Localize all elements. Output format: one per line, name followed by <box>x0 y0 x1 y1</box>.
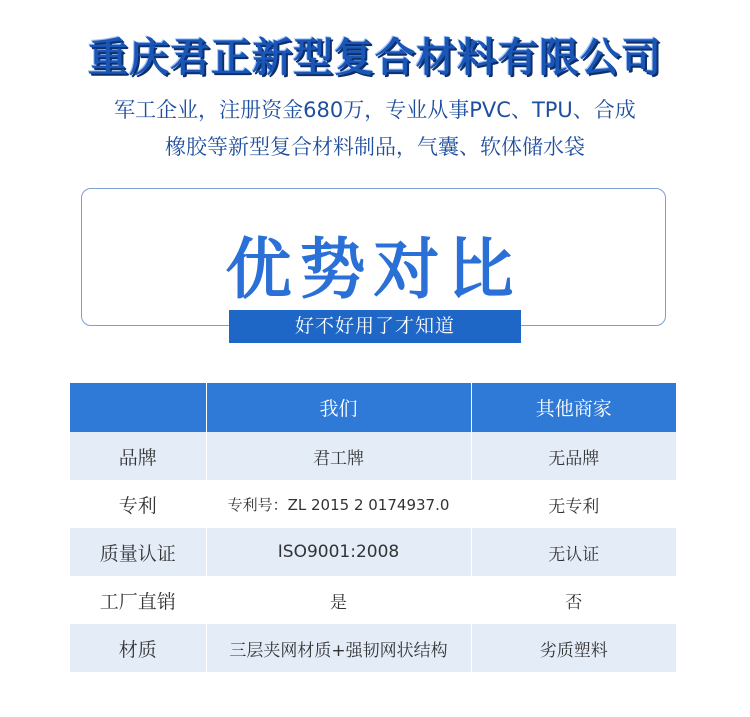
ours-value: 是 <box>206 576 471 624</box>
company-name: 重庆君正新型复合材料有限公司 <box>88 35 662 81</box>
table-row-material <box>70 624 676 672</box>
header-cell-empty <box>70 383 206 432</box>
others-value: 无专利 <box>471 480 676 528</box>
ours-value: 君工牌 <box>206 432 471 480</box>
ours-value: ISO9001:2008 <box>206 528 471 576</box>
table-row-factory-direct <box>70 576 676 624</box>
company-description-line-1: 军工企业，注册资金680万，专业从事PVC、TPU、合成 <box>114 98 636 122</box>
others-value: 无认证 <box>471 528 676 576</box>
table-row-certification <box>70 528 676 576</box>
row-label: 材质 <box>70 624 206 672</box>
others-value: 无品牌 <box>471 432 676 480</box>
row-label: 工厂直销 <box>70 576 206 624</box>
ours-value: 专利号：ZL 2015 2 0174937.0 <box>206 480 471 528</box>
table-row-brand <box>70 432 676 480</box>
others-value: 劣质塑料 <box>471 624 676 672</box>
banner-subtitle: 好不好用了才知道 <box>229 310 521 343</box>
company-description-line-2: 橡胶等新型复合材料制品，气囊、软体储水袋 <box>165 135 585 159</box>
row-label: 专利 <box>70 480 206 528</box>
ours-value: 三层夹网材质+强韧网状结构 <box>206 624 471 672</box>
others-value: 否 <box>471 576 676 624</box>
comparison-table <box>70 383 676 672</box>
row-label: 质量认证 <box>70 528 206 576</box>
table-row-patent <box>70 480 676 528</box>
table-header-row <box>70 383 676 432</box>
banner-title: 优势对比 <box>225 231 522 308</box>
row-label: 品牌 <box>70 432 206 480</box>
header-cell-others: 其他商家 <box>471 383 676 432</box>
header-cell-ours: 我们 <box>206 383 471 432</box>
